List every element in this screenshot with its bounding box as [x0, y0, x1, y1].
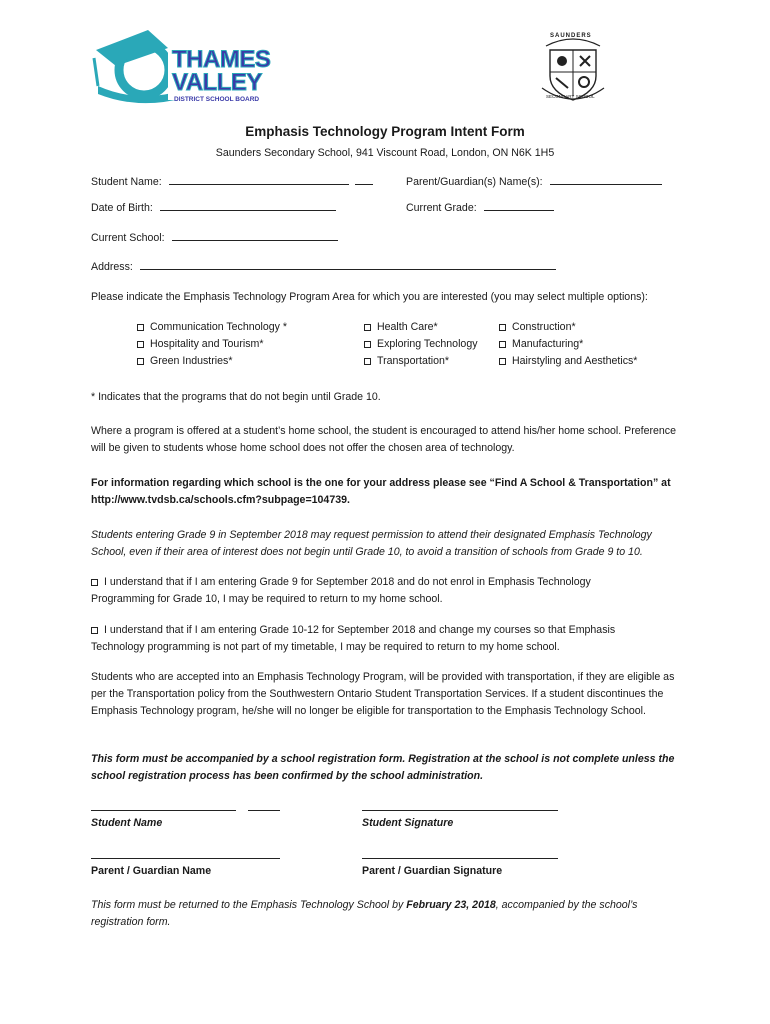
option-item[interactable]: [364, 353, 478, 370]
options-col-3: [499, 319, 637, 370]
option-item[interactable]: [364, 319, 478, 336]
student-signature-line[interactable]: [362, 810, 558, 811]
option-label: Hospitality and Tourism*: [150, 338, 264, 350]
address-field-row: [91, 259, 556, 276]
checkbox-icon[interactable]: [364, 324, 371, 331]
address-label: Address:: [91, 261, 133, 273]
current-grade-field-row: [406, 200, 554, 217]
parent-names-line[interactable]: [550, 183, 662, 185]
student-name-signature-line[interactable]: [91, 810, 236, 811]
checkbox-icon[interactable]: [91, 627, 98, 634]
option-label: Transportation*: [377, 355, 450, 367]
dob-line[interactable]: [160, 209, 336, 211]
parent-name-signature-line[interactable]: [91, 858, 280, 859]
checkbox-icon[interactable]: [499, 341, 506, 348]
parent-signature-line[interactable]: [362, 858, 558, 859]
ack-grade9: [91, 574, 651, 608]
option-label: Construction*: [512, 321, 576, 333]
return-instructions-text-after: , accompanied by the school’s registration form.: [91, 899, 638, 928]
student-name-signature-line-extra[interactable]: [248, 810, 280, 811]
school-address: Saunders Secondary School, 941 Viscount Road, London, ON N6K 1H5: [215, 147, 555, 159]
checkbox-icon[interactable]: [364, 341, 371, 348]
checkbox-icon[interactable]: [137, 358, 144, 365]
option-item[interactable]: [137, 336, 287, 353]
option-label: Health Care*: [377, 321, 438, 333]
checkbox-icon[interactable]: [137, 324, 144, 331]
options-col-1: [137, 319, 287, 370]
program-area-prompt: Please indicate the Emphasis Technology Program Area for which you are interested (you may select multiple options):: [91, 291, 648, 303]
transportation-paragraph: Students who are accepted into an Emphasis Technology Program, will be provided with transportation, if they are eligible as per the Transportation policy from the Southwestern Ontario Student Transportation Services. If a student discontinues the Emphasis Technology program, he/she will no longer be eligible for transportation to the Emphasis Technology School.: [91, 671, 675, 717]
dob-field-row: [91, 200, 336, 217]
tvdsb-wordmark-thames: THAMES: [172, 46, 271, 73]
home-school-paragraph: Where a program is offered at a student’s home school, the student is encouraged to attend his/her home school. Preference will be given to students whose home school does not offer the chosen area of technology.: [91, 425, 676, 454]
checkbox-icon[interactable]: [364, 358, 371, 365]
tvdsb-wordmark-valley: VALLEY: [172, 69, 262, 96]
checkbox-icon[interactable]: [137, 341, 144, 348]
ack-grade9-text: I understand that if I am entering Grade 9 for September 2018 and do not enrol in Emphasis Technology Programming for Grade 10, I may be required to return to my home school.: [91, 576, 591, 605]
student-name-field-row: [91, 174, 373, 191]
parent-name-caption: Parent / Guardian Name: [91, 865, 212, 877]
option-label: Exploring Technology: [377, 338, 478, 350]
info-line-1: For information regarding which school is the one for your address please see “Find A School & Transportation” at: [91, 477, 671, 489]
grade10-note: * Indicates that the programs that do not begin until Grade 10.: [91, 391, 381, 403]
option-label: Communication Technology *: [150, 321, 288, 333]
option-item[interactable]: [499, 353, 637, 370]
parent-names-field-row: [406, 174, 662, 191]
parent-names-label: Parent/Guardian(s) Name(s):: [406, 176, 543, 188]
parent-signature-caption: Parent / Guardian Signature: [362, 865, 503, 877]
student-signature-caption: Student Signature: [362, 817, 454, 829]
option-label: Hairstyling and Aesthetics*: [512, 355, 638, 367]
tvdsb-logo: [88, 28, 280, 106]
student-name-line[interactable]: [169, 183, 349, 185]
checkbox-icon[interactable]: [499, 324, 506, 331]
saunders-crest-bottom-text: SECONDARY SCHOOL: [546, 94, 595, 99]
current-grade-line[interactable]: [484, 209, 554, 211]
option-item[interactable]: [137, 319, 287, 336]
ack-grade10-12: [91, 622, 651, 656]
saunders-crest-logo: [540, 32, 606, 104]
options-col-2: [364, 319, 478, 370]
current-school-label: Current School:: [91, 232, 165, 244]
registration-note: This form must be accompanied by a school registration form. Registration at the school is not complete unless the school registration process has been confirmed by the school administration.: [91, 753, 675, 782]
current-grade-label: Current Grade:: [406, 202, 477, 214]
current-school-field-row: [91, 230, 338, 247]
student-name-caption: Student Name: [91, 817, 163, 829]
address-line[interactable]: [140, 268, 556, 270]
saunders-crest-top-text: SAUNDERS: [550, 33, 592, 39]
return-deadline: February 23, 2018: [406, 899, 496, 911]
current-school-line[interactable]: [172, 239, 338, 241]
option-item[interactable]: [499, 336, 637, 353]
option-label: Manufacturing*: [512, 338, 584, 350]
tvdsb-wordmark-district: DISTRICT SCHOOL BOARD: [174, 96, 260, 103]
option-item[interactable]: [499, 319, 637, 336]
checkbox-icon[interactable]: [91, 579, 98, 586]
student-name-line-extra[interactable]: [355, 183, 373, 185]
ack-grade10-12-text: I understand that if I am entering Grade 10-12 for September 2018 and change my courses so that Emphasis Technology programming is not part of my timetable, I may be required to return to my home school.: [91, 624, 616, 653]
option-item[interactable]: [364, 336, 478, 353]
return-instructions-text-before: This form must be returned to the Emphasis Technology School by: [91, 899, 407, 911]
info-link[interactable]: http://www.tvdsb.ca/schools.cfm?subpage=104739.: [91, 494, 350, 506]
grade9-italic-paragraph: Students entering Grade 9 in September 2018 may request permission to attend their designated Emphasis Technology School, even if their area of interest does not begin until Grade 10, to avoid a transition of schools from Grade 9 to 10.: [91, 529, 652, 558]
dob-label: Date of Birth:: [91, 202, 153, 214]
option-label: Green Industries*: [150, 355, 233, 367]
return-instructions: [91, 897, 651, 931]
checkbox-icon[interactable]: [499, 358, 506, 365]
option-item[interactable]: [137, 353, 287, 370]
student-name-label: Student Name:: [91, 176, 162, 188]
form-title: Emphasis Technology Program Intent Form: [245, 124, 525, 139]
